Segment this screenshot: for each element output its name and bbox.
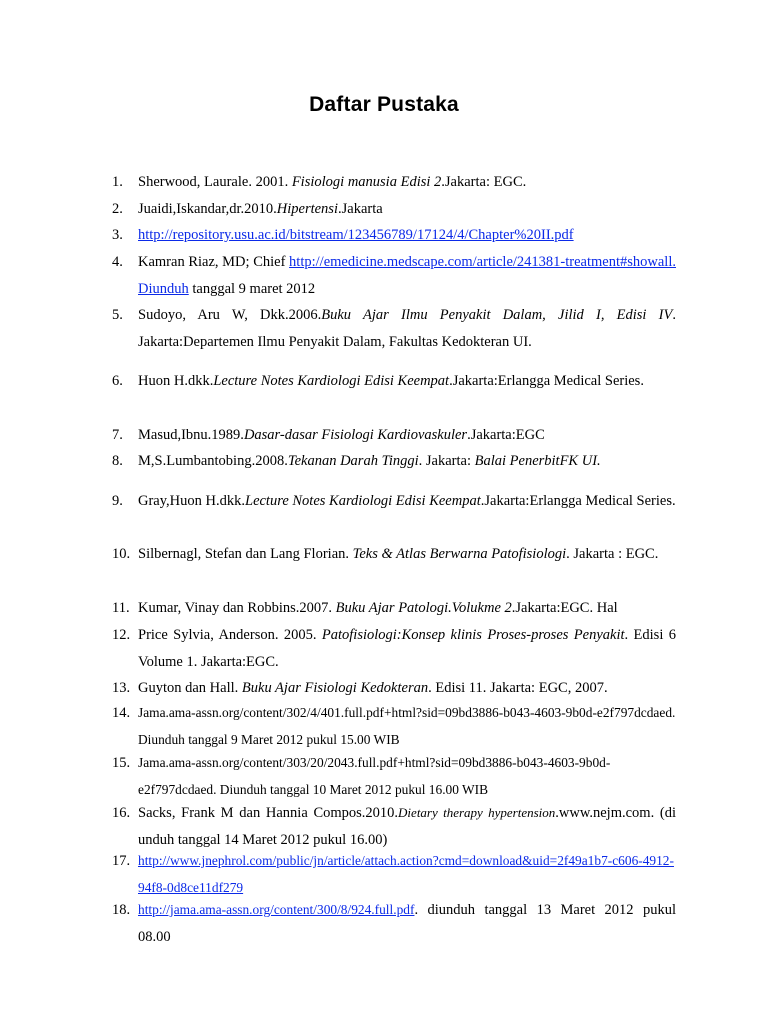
reference-text: Price Sylvia, Anderson. 2005. Patofisiologi:Konsep klinis Proses-proses Penyakit. Edisi 6 Volume 1. Jakarta:EGC. [138,627,676,670]
reference-text [138,848,676,901]
reference-text: http://jama.ama-assn.org/content/300/8/924.full.pdf. diunduh tanggal 13 Maret 2012 pukul 08.00 [138,902,676,945]
reference-number: 5. [112,307,123,323]
reference-text: Jama.ama-assn.org/content/302/4/401.full.pdf+html?sid=09bd3886-b043-4603-9b0d-e2f797dcdaed. Diunduh tanggal 9 Maret 2012 pukul 15.00 WIB [138,705,676,747]
reference-number: 1. [112,174,123,190]
reference-number: 17. [112,853,131,869]
reference-link[interactable]: http://www.jnephrol.com/public/jn/article/attach.action?cmd=download&uid=2f49a1b7-c606-4912-94f8-0d8ce11df279 [138,853,674,895]
reference-number: 15. [112,755,131,771]
reference-number: 8. [112,453,123,469]
reference-text: Masud,Ibnu.1989.Dasar-dasar Fisiologi Kardiovaskuler.Jakarta:EGC [138,427,545,443]
reference-number: 4. [112,254,123,270]
reference-number: 16. [112,805,131,821]
reference-text: Juaidi,Iskandar,dr.2010.Hipertensi.Jakarta [138,201,383,217]
reference-text: Kumar, Vinay dan Robbins.2007. Buku Ajar Patologi.Volukme 2.Jakarta:EGC. Hal [138,600,618,616]
reference-number: 12. [112,627,131,643]
reference-text: Kamran Riaz, MD; Chief http://emedicine.medscape.com/article/241381-treatment#showall. Diunduh tanggal 9 maret 2012 [138,254,676,297]
reference-number: 2. [112,201,123,217]
reference-text: Sherwood, Laurale. 2001. Fisiologi manusia Edisi 2.Jakarta: EGC. [138,174,527,190]
reference-number: 6. [112,373,123,389]
reference-link[interactable]: http://emedicine.medscape.com/article/241381-treatment#showall. Diunduh [138,254,676,297]
reference-text: Guyton dan Hall. Buku Ajar Fisiologi Kedokteran. Edisi 11. Jakarta: EGC, 2007. [138,680,608,696]
reference-text: Silbernagl, Stefan dan Lang Florian. Teks & Atlas Berwarna Patofisiologi. Jakarta : EGC. [138,546,659,562]
reference-number: 3. [112,227,123,243]
reference-text: Huon H.dkk.Lecture Notes Kardiologi Edisi Keempat.Jakarta:Erlangga Medical Series. [138,373,644,389]
reference-number: 9. [112,493,123,509]
reference-text: Jama.ama-assn.org/content/303/20/2043.full.pdf+html?sid=09bd3886-b043-4603-9b0d-e2f797dcdaed. Diunduh tanggal 10 Maret 2012 pukul 16.00 WIB [138,755,611,797]
reference-number: 14. [112,705,131,721]
reference-text: Gray,Huon H.dkk.Lecture Notes Kardiologi Edisi Keempat.Jakarta:Erlangga Medical Series. [138,493,676,509]
reference-number: 18. [112,902,131,918]
reference-number: 11. [112,600,130,616]
reference-text [138,222,676,249]
reference-text: Sudoyo, Aru W, Dkk.2006.Buku Ajar Ilmu Penyakit Dalam, Jilid I, Edisi IV. Jakarta:Departemen Ilmu Penyakit Dalam, Fakultas Kedokteran UI. [138,307,676,350]
reference-text: Sacks, Frank M dan Hannia Compos.2010.Dietary therapy hypertension.www.nejm.com. (di unduh tanggal 14 Maret 2012 pukul 16.00) [138,805,676,848]
reference-text: M,S.Lumbantobing.2008.Tekanan Darah Tinggi. Jakarta: Balai PenerbitFK UI. [138,453,601,469]
reference-link[interactable]: http://repository.usu.ac.id/bitstream/123456789/17124/4/Chapter%20II.pdf [138,227,574,243]
reference-link[interactable]: http://jama.ama-assn.org/content/300/8/924.full.pdf [138,902,415,917]
reference-number: 7. [112,427,123,443]
reference-number: 10. [112,546,131,562]
page-title: Daftar Pustaka [309,93,459,116]
reference-number: 13. [112,680,131,696]
